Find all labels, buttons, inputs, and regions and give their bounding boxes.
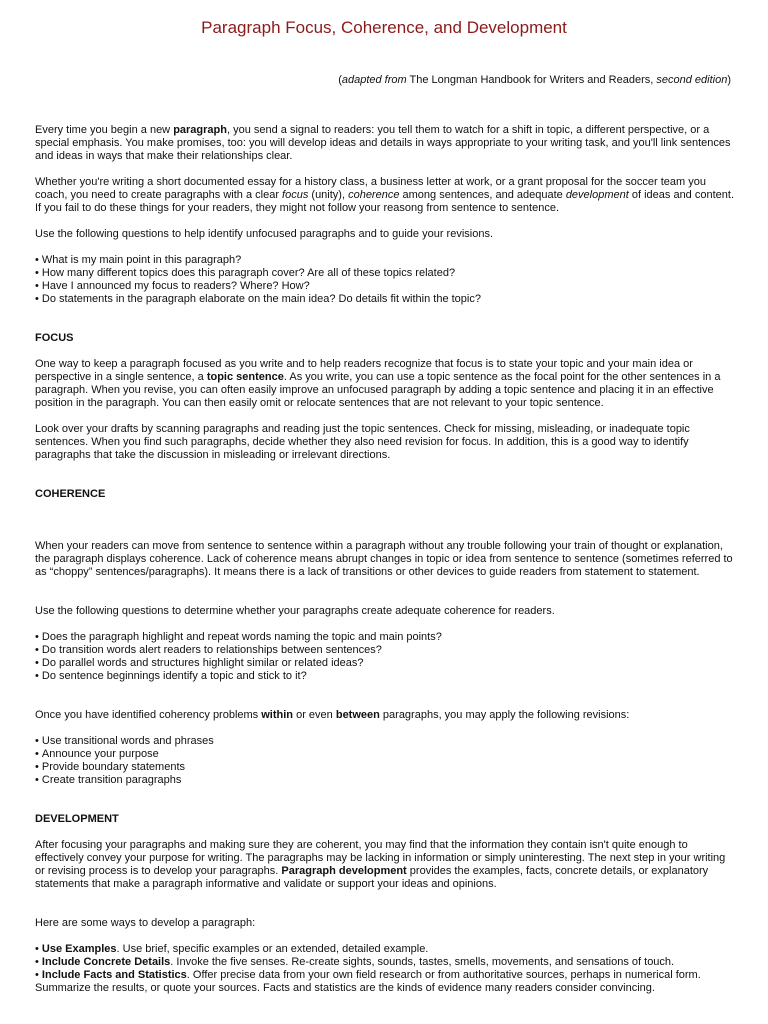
list-item: • Do statements in the paragraph elaborate on the main idea? Do details fit within the topic? [35,293,735,306]
document-body [35,124,735,995]
coherence-heading: COHERENCE [35,488,106,500]
focus-paragraph-1 [35,358,735,410]
intro-p1-bold: paragraph [173,124,227,136]
way-label: Include Facts and Statistics [41,969,187,981]
page-title: Paragraph Focus, Coherence, and Development [201,18,567,37]
development-paragraph-1 [35,839,735,891]
coherence-p3-text-a: Once you have identified coherency problems [35,709,262,721]
source-edition: second edition [656,74,728,86]
list-item: • Create transition paragraphs [35,774,735,787]
way-label: Include Concrete Details [41,956,171,968]
list-item: • Do transition words alert readers to relationships between sentences? [35,644,735,657]
intro-p2-text-c: among sentences, and adequate [399,189,566,201]
source-book-title: The Longman Handbook for Writers and Readers, [406,74,657,86]
focus-p1-text-b: . As you write, you can use a topic sentence as the focal point for the other sentences in a paragraph. When you revise, you can often easily improve an unfocused paragraph by adding a topic sentence and placing it in an effective position in the paragraph. You can then easily omit or relocate sentences that are not relevant to your topic sentence. [35,371,721,409]
list-item [35,969,735,995]
intro-p2-focus: focus [282,189,309,201]
coherence-paragraph-3 [35,709,735,722]
intro-p2-development: development [565,189,629,201]
development-p1-text-a: After focusing your paragraphs and making sure they are coherent, you may find that the information they contain isn't quite enough to effectively convey your purpose for writing. The paragraphs may be lacking in information or simply uninteresting. The next step in your writing or revising process is to develop your paragraphs. [35,839,726,877]
coherence-question-list [35,631,735,683]
development-p1-text-b: provides the examples, facts, concrete details, or explanatory statements that make a paragraph informative and validate or support your ideas and opinions. [35,865,709,890]
coherence-p3-between: between [335,709,380,721]
source-open-paren: ( [338,74,342,86]
list-item: • Do sentence beginnings identify a topic and stick to it? [35,670,735,683]
intro-p2-text-d: of ideas and content. If you fail to do these things for your readers, they might not follow your reasong from sentence to sentence. [35,189,734,214]
development-paragraph-2: Here are some ways to develop a paragraph: [35,917,256,929]
list-item [35,943,735,956]
list-item: • Announce your purpose [35,748,735,761]
way-label: Use Examples [41,943,117,955]
coherence-paragraph-2: Use the following questions to determine whether your paragraphs create adequate coherence for readers. [35,605,555,617]
development-ways-list [35,943,735,995]
development-heading: DEVELOPMENT [35,813,119,825]
way-text: . Use brief, specific examples or an extended, detailed example. [116,943,429,955]
list-item: • Provide boundary statements [35,761,735,774]
intro-p2-coherence: coherence [348,189,400,201]
coherence-p3-text-c: paragraphs, you may apply the following revisions: [379,709,630,721]
intro-p1-text-a: Every time you begin a new [35,124,174,136]
way-text: . Offer precise data from your own field research or from authoritative sources, perhaps in numerical form. Summarize the results, or quote your sources. Facts and statistics are the kinds of evidence many readers consider convincing. [35,969,701,994]
intro-paragraph-3: Use the following questions to help identify unfocused paragraphs and to guide your revisions. [35,228,494,240]
development-p1-bold: Paragraph development [281,865,407,877]
coherence-p3-within: within [261,709,294,721]
focus-heading: FOCUS [35,332,74,344]
focus-p1-text-a: One way to keep a paragraph focused as you write and to help readers recognize that focus is to state your topic and your main idea or perspective in a single sentence, a [35,358,693,383]
intro-p2-text-b: (unity), [308,189,349,201]
intro-p2-text-a: Whether you're writing a short documented essay for a history class, a business letter at work, or a grant proposal for the soccer team you coach, you need to create paragraphs with a clear [35,176,706,201]
coherence-p3-text-b: or even [293,709,336,721]
source-citation [338,74,731,86]
list-item [35,956,735,969]
list-item: • Do parallel words and structures highlight similar or related ideas? [35,657,735,670]
intro-paragraph-2 [35,176,735,215]
focus-p1-bold: topic sentence [206,371,284,383]
intro-paragraph-1 [35,124,735,163]
coherence-revision-list [35,735,735,787]
way-text: . Invoke the five senses. Re-create sights, sounds, tastes, smells, movements, and sensations of touch. [170,956,675,968]
list-item: • How many different topics does this paragraph cover? Are all of these topics related? [35,267,735,280]
source-adapted-from: adapted from [341,74,407,86]
list-item: • Does the paragraph highlight and repeat words naming the topic and main points? [35,631,735,644]
list-item: • Have I announced my focus to readers? Where? How? [35,280,735,293]
list-item: • What is my main point in this paragraph? [35,254,735,267]
intro-question-list [35,254,735,306]
coherence-paragraph-1: When your readers can move from sentence to sentence within a paragraph without any trouble following your train of thought or explanation, the paragraph displays coherence. Lack of coherence means abrupt changes in topic or idea from sentence to sentence (sometimes referred to as “choppy” sentences/paragraphs). It means there is a lack of transitions or other devices to guide readers from statement to statement. [35,540,733,578]
source-close-paren: ) [727,74,731,86]
list-item: • Use transitional words and phrases [35,735,735,748]
intro-p1-text-b: , you send a signal to readers: you tell them to watch for a shift in topic, a different perspective, or a special emphasis. You make promises, too: you will develop ideas and details in ways appropriate to your writing task, and you'll link sentences and ideas in ways that make their relationships clear. [35,124,731,162]
focus-paragraph-2: Look over your drafts by scanning paragraphs and reading just the topic sentences. Check for missing, misleading, or inadequate topic sentences. When you find such paragraphs, decide whether they also need revision for focus. In addition, this is a good way to identify paragraphs that take the discussion in misleading or irrelevant directions. [35,423,690,461]
